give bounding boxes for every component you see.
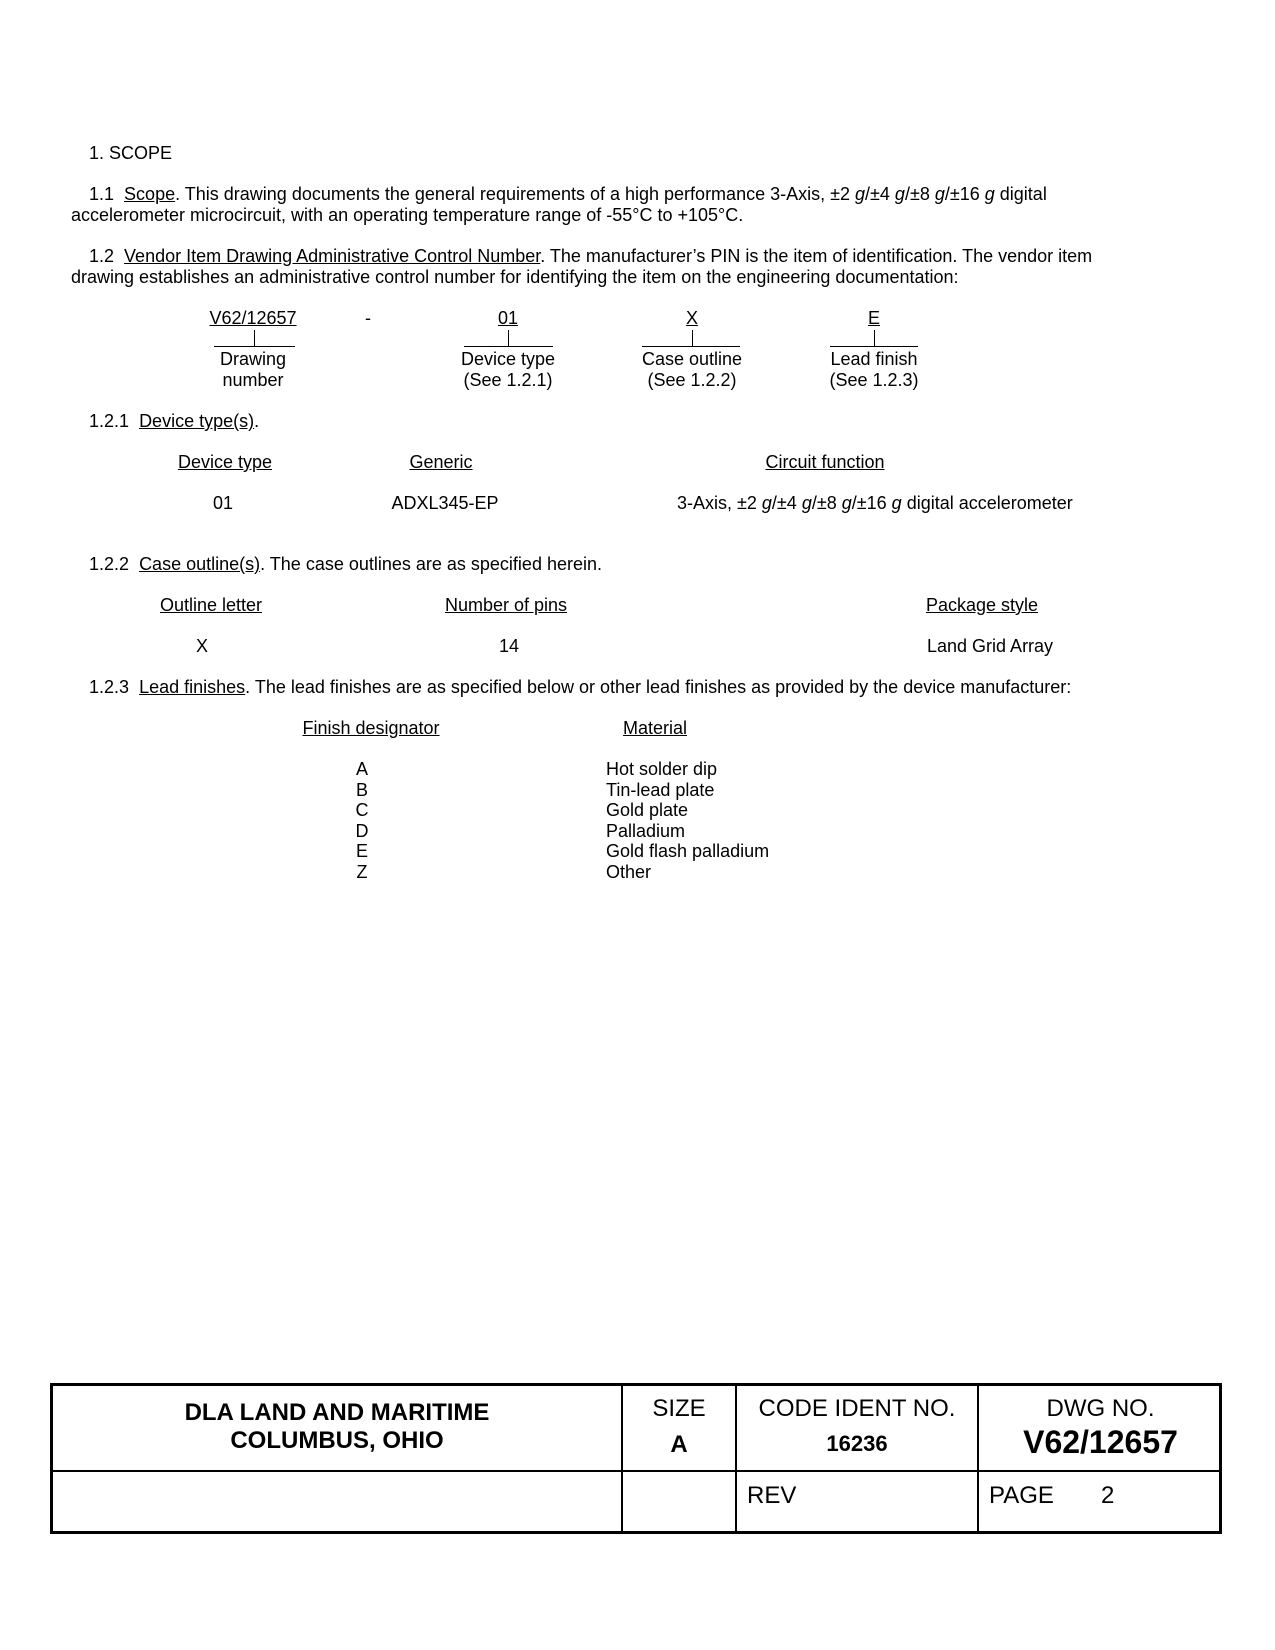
vid-paragraph-line1 xyxy=(89,246,1092,267)
finish-material-list xyxy=(606,759,769,882)
pin-case-outline: X xyxy=(685,308,698,328)
col-header-package-style: Package style xyxy=(925,595,1039,615)
section-heading: 1. SCOPE xyxy=(89,143,173,163)
pin-drawing-number: V62/12657 xyxy=(209,308,297,328)
col-header-generic: Generic xyxy=(409,452,473,472)
size-label: SIZE xyxy=(652,1395,706,1422)
org-name: DLA LAND AND MARITIME COLUMBUS, OHIO xyxy=(184,1399,490,1454)
col-header-number-of-pins: Number of pins xyxy=(444,595,568,615)
title-block xyxy=(50,1383,1222,1534)
vid-text: . The manufacturer’s PIN is the item of identification. The vendor item xyxy=(540,246,1093,266)
dwg-no-label: DWG NO. xyxy=(1046,1395,1155,1422)
device-type-value: 01 xyxy=(212,493,234,513)
finish-material: Gold plate xyxy=(606,800,689,820)
bracket-base xyxy=(464,346,553,347)
finish-designator: Z xyxy=(356,861,368,882)
g-unit: g xyxy=(934,184,945,204)
package-style-value: Land Grid Array xyxy=(927,636,1054,656)
finish-material: Other xyxy=(606,861,652,882)
lead-finish-heading: 1.2.3 Lead finishes. The lead finishes are as specified below or other lead finishes as provided by the device manufacturer: xyxy=(89,677,1072,697)
col-header-material: Material xyxy=(622,718,688,738)
col-header-finish-designator: Finish designator xyxy=(302,718,440,738)
circuit-function-value: 3-Axis, ±2 g/±4 g/±8 g/±16 g digital accelerometer xyxy=(677,493,1073,513)
finish-designator: A xyxy=(355,759,368,779)
code-ident-value: 16236 xyxy=(826,1431,888,1456)
rev-label: REV xyxy=(747,1482,797,1509)
scope-text: . This drawing documents the general requirements of a high performance 3-Axis, ±2 xyxy=(175,184,855,204)
bracket-stem xyxy=(508,330,509,347)
bracket-base xyxy=(830,346,918,347)
scope-sep: /±4 xyxy=(865,184,895,204)
pin-device-label: Device type (See 1.2.1) xyxy=(460,349,556,390)
col-header-device-type: Device type xyxy=(177,452,273,472)
device-type-heading: 1.2.1 Device type(s). xyxy=(89,411,260,431)
pin-drawing-label: Drawing number xyxy=(219,349,287,390)
finish-material: Palladium xyxy=(606,820,686,841)
dwg-no-value: V62/12657 xyxy=(1023,1424,1178,1460)
scope-sep: /±8 xyxy=(904,184,935,204)
section-title: Scope xyxy=(124,184,176,204)
number-of-pins-value: 14 xyxy=(498,636,520,656)
pin-lead-finish: E xyxy=(867,308,880,328)
finish-designator: C xyxy=(355,800,369,820)
section-title: Vendor Item Drawing Administrative Control Number xyxy=(124,246,541,266)
scope-text: digital xyxy=(994,184,1047,204)
finish-designator: E xyxy=(355,841,368,861)
size-value: A xyxy=(670,1431,688,1458)
g-unit: g xyxy=(984,184,995,204)
finish-material: Gold flash palladium xyxy=(606,841,770,861)
finish-material: Tin-lead plate xyxy=(606,779,715,800)
pin-dash: - xyxy=(365,308,371,328)
scope-paragraph-line2: accelerometer microcircuit, with an operating temperature range of -55°C to +105°C. xyxy=(71,205,744,225)
page-label: PAGE xyxy=(989,1482,1054,1509)
page-number: 2 xyxy=(1101,1482,1115,1509)
finish-designator-list xyxy=(350,759,374,882)
bracket-base xyxy=(642,346,740,347)
finish-material: Hot solder dip xyxy=(606,759,718,779)
bracket-base xyxy=(214,346,295,347)
code-ident-label: CODE IDENT NO. xyxy=(758,1395,956,1422)
finish-designator: B xyxy=(355,779,368,800)
vid-paragraph-line2: drawing establishes an administrative control number for identifying the item on the engineering documentation: xyxy=(71,267,959,287)
scope-sep: /±16 xyxy=(944,184,985,204)
case-outline-heading: 1.2.2 Case outline(s). The case outlines are as specified herein. xyxy=(89,554,602,574)
bracket-stem xyxy=(874,330,875,347)
section-number: 1.1 xyxy=(89,184,115,204)
pin-finish-label: Lead finish (See 1.2.3) xyxy=(829,349,919,390)
col-header-outline-letter: Outline letter xyxy=(159,595,263,615)
col-header-circuit-function: Circuit function xyxy=(765,452,885,472)
bracket-stem xyxy=(254,330,255,347)
pin-device-type: 01 xyxy=(497,308,519,328)
g-unit: g xyxy=(894,184,905,204)
section-number: 1.2 xyxy=(89,246,115,266)
generic-value: ADXL345-EP xyxy=(391,493,499,513)
finish-designator: D xyxy=(355,820,369,841)
pin-case-label: Case outline (See 1.2.2) xyxy=(641,349,743,390)
divider xyxy=(53,1470,1219,1472)
bracket-stem xyxy=(692,330,693,347)
outline-letter-value: X xyxy=(195,636,208,656)
scope-paragraph-line1 xyxy=(89,184,1047,205)
g-unit: g xyxy=(855,184,866,204)
